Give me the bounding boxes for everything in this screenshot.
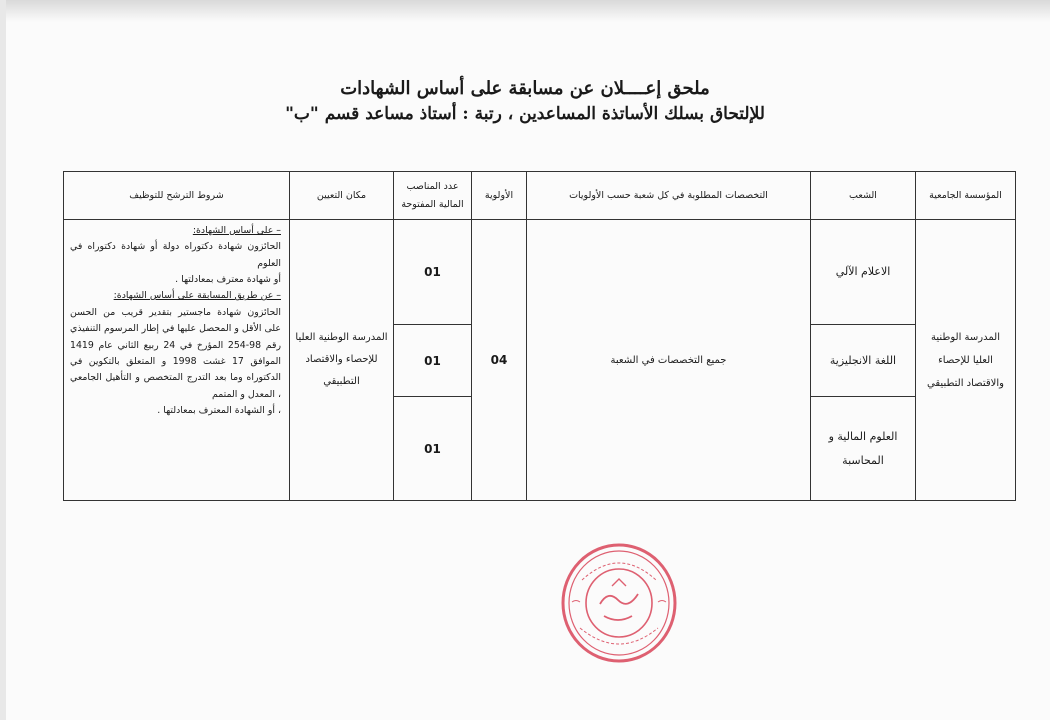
branch-cell: الاعلام الآلي bbox=[811, 220, 916, 325]
condition-line: أو شهادة معترف بمعادلتها . bbox=[175, 274, 281, 286]
official-stamp bbox=[560, 542, 678, 664]
header-branch: الشعب bbox=[811, 172, 916, 220]
positions-cell: 01 bbox=[394, 220, 472, 325]
condition-line: ، أو الشهادة المعترف بمعادلتها . bbox=[157, 404, 281, 416]
condition-line: – على أساس الشهادة: bbox=[192, 225, 281, 236]
condition-line: الحائزون شهادة ماجستير بتقدير قريب من الحسن على الأقل و المحصل عليها في إطار المرسوم التنفيذي رقم 98-254 المؤرخ في 24 ربيع الثاني عام 1419 الموافق 17 غشت 1998 و المتعلق بالتكوين في الدكتوراه وما بعد التدرج المتخصص و التأهيل الجامعي ، المعدل و المتمم bbox=[70, 306, 282, 400]
branch-cell: اللغة الانجليزية bbox=[811, 325, 916, 397]
header-conditions: شروط الترشح للتوظيف bbox=[64, 172, 290, 220]
header-specialties: التخصصات المطلوبة في كل شعبة حسب الأولويات bbox=[527, 172, 811, 220]
institution-cell: المدرسة الوطنية العليا للإحصاء والاقتصاد التطبيقي bbox=[916, 220, 1016, 501]
specialties-cell: جميع التخصصات في الشعبة bbox=[527, 220, 811, 501]
branch-cell: العلوم المالية و المحاسبة bbox=[811, 397, 916, 501]
condition-line: – عن طريق المسابقة على أساس الشهادة: bbox=[113, 290, 281, 302]
positions-cell: 01 bbox=[394, 325, 472, 397]
place-cell: المدرسة الوطنية العليا للإحصاء والاقتصاد التطبيقي bbox=[290, 220, 394, 501]
document-title: ملحق إعــــلان عن مسابقة على أساس الشهادات bbox=[340, 78, 710, 99]
header-place: مكان التعيين bbox=[290, 172, 394, 220]
positions-cell: 01 bbox=[394, 397, 472, 501]
table-header-row bbox=[64, 172, 1016, 220]
header-priority: الأولوية bbox=[472, 172, 527, 220]
condition-line: الحائزون شهادة دكتوراه دولة أو شهادة دكتوراه في العلوم bbox=[70, 241, 281, 269]
scan-shadow bbox=[0, 0, 1050, 22]
table-row bbox=[64, 220, 1016, 325]
header-positions: عدد المناصب المالية المفتوحة bbox=[394, 172, 472, 220]
conditions-cell bbox=[64, 220, 290, 501]
recruitment-table bbox=[63, 171, 1016, 501]
priority-cell: 04 bbox=[472, 220, 527, 501]
document-subtitle: للإلتحاق بسلك الأساتذة المساعدين ، رتبة : أستاذ مساعد قسم "ب" bbox=[285, 104, 765, 124]
header-institution: المؤسسة الجامعية bbox=[916, 172, 1016, 220]
